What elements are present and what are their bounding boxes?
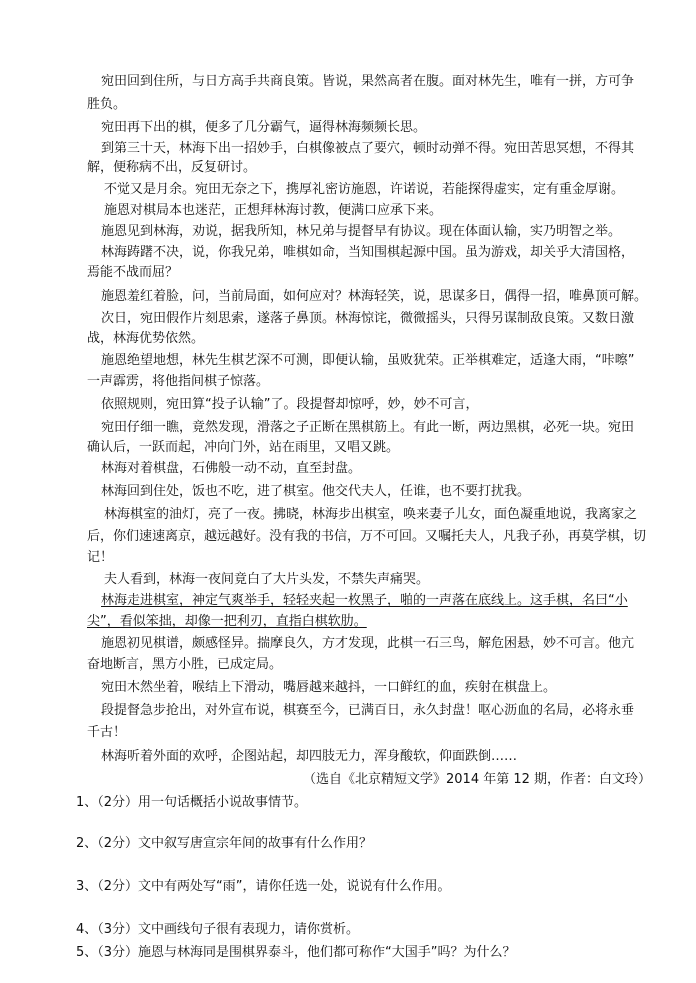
question-5: 5、（3分）施恩与林海同是围棋界泰斗，他们都可称作“大国手”吗？为什么？ (76, 945, 516, 960)
text-line: 不觉又是月余。宛田无奈之下，携厚礼密访施恩，许诺说，若能探得虚实，定有重金厚谢。 (104, 182, 625, 197)
text-line: 到第三十天，林海下出一招妙手，白棋像被点了要穴，顿时动弹不得。宛田苦思冥想，不得其 (101, 141, 635, 156)
question-2: 2、（2分）文中叙写唐宣宗年间的故事有什么作用？ (76, 836, 373, 851)
text-line: 次日，宛田假作片刻思索，遂落子鼻顶。林海惊诧，微微摇头，只得另谋制敌良策。又数日激 (101, 311, 635, 326)
text-line: 林海听着外面的欢呼，企图站起，却四肢无力，浑身酸软，仰面跌倒…… (101, 749, 518, 764)
text-line: 施恩见到林海，劝说，据我所知，林兄弟与提督早有协议。现在体面认输，实乃明智之举。 (101, 224, 622, 239)
text-line: 后，你们速速离京，越远越好。没有我的书信，万不可回。又嘱托夫人，凡我子孙，再莫学棋，切 (87, 529, 647, 544)
text-line: 记！ (87, 550, 114, 565)
text-line: 林海回到住处，饭也不吃，进了棋室。他交代夫人，任谁，也不要打扰我。 (101, 484, 531, 499)
text-line: 林海踌躇不决，说，你我兄弟，唯棋如命，当知围棋起源中国。虽为游戏，却关乎大清国格， (101, 245, 635, 260)
text-line: 确认后，一跃而起，冲向门外，站在雨里，又唱又跳。 (87, 440, 400, 455)
text-line: 一声霹雳，将他指间棋子惊落。 (87, 374, 270, 389)
text-line: 解，便称病不出，反复研讨。 (87, 160, 257, 175)
text-line: 施恩初见棋谱，颇感怪异。揣摩良久，方才发现，此棋一石三鸟，解危困悬，妙不可言。他亢 (101, 636, 635, 651)
text-line: 宛田回到住所，与日方高手共商良策。皆说，果然高者在腹。面对林先生，唯有一拼，方可争 (101, 74, 635, 89)
text-line: 施恩对棋局本也迷茫，正想拜林海讨教，便满口应承下来。 (104, 203, 443, 218)
text-line: 施恩绝望地想，林先生棋艺深不可测，即便认输，虽败犹荣。正举棋难定，适逢大雨，“咔嚓” (101, 353, 635, 368)
question-1: 1、（2分）用一句话概括小说故事情节。 (76, 795, 308, 810)
text-line: 段提督急步抢出，对外宣布说，棋赛至今，已满百日，永久封盘！呕心沥血的名局，必将永垂 (101, 703, 635, 718)
text-line: 千古！ (87, 725, 127, 740)
source-citation: （选自《北京精短文学》2014 年第 12 期，作者：白文玲） (303, 772, 652, 787)
text-line: 宛田木然坐着，喉结上下滑动，嘴唇越来越抖，一口鲜红的血，疾射在棋盘上。 (101, 680, 557, 695)
text-line: 奋地断言，黑方小胜，已成定局。 (87, 657, 283, 672)
text-line: 林海对着棋盘，石佛般一动不动，直至封盘。 (101, 461, 362, 476)
underlined-text-line: 林海走进棋室，神定气爽举手，轻轻夹起一枚黑子，啪的一声落在底线上。这手棋，名曰“小 (101, 593, 628, 608)
text-line: 宛田再下出的棋，便多了几分霸气，逼得林海频频长思。 (101, 120, 427, 135)
text-line: 林海棋室的油灯，亮了一夜。拂晓，林海步出棋室，唤来妻子儿女，面色凝重地说，我离家之 (104, 507, 638, 522)
text-line: 胜负。 (87, 97, 127, 112)
text-line: 宛田仔细一瞧，竟然发现，滑落之子正断在黑棋筋上。有此一断，两边黑棋，必死一块。宛田 (101, 420, 635, 435)
question-4: 4、（3分）文中画线句子很有表现力，请你赏析。 (76, 922, 360, 937)
text-line: 依照规则，宛田算“投子认输”了。段提督却惊呼，妙，妙不可言， (101, 397, 479, 412)
text-line: 战，林海优势依然。 (87, 331, 205, 346)
question-3: 3、（2分）文中有两处写“雨”，请你任选一处，说说有什么作用。 (76, 879, 451, 894)
text-line: 施恩羞红着脸，问，当前局面，如何应对？林海轻笑，说，思谋多日，偶得一招，唯鼻顶可解。 (101, 289, 648, 304)
text-line: 焉能不战而屈？ (87, 265, 179, 280)
text-line: 夫人看到，林海一夜间竟白了大片头发，不禁失声痛哭。 (104, 572, 430, 587)
underlined-text-line: 尖”，看似笨拙，却像一把利刃，直指白棋软肋。 (87, 614, 367, 629)
